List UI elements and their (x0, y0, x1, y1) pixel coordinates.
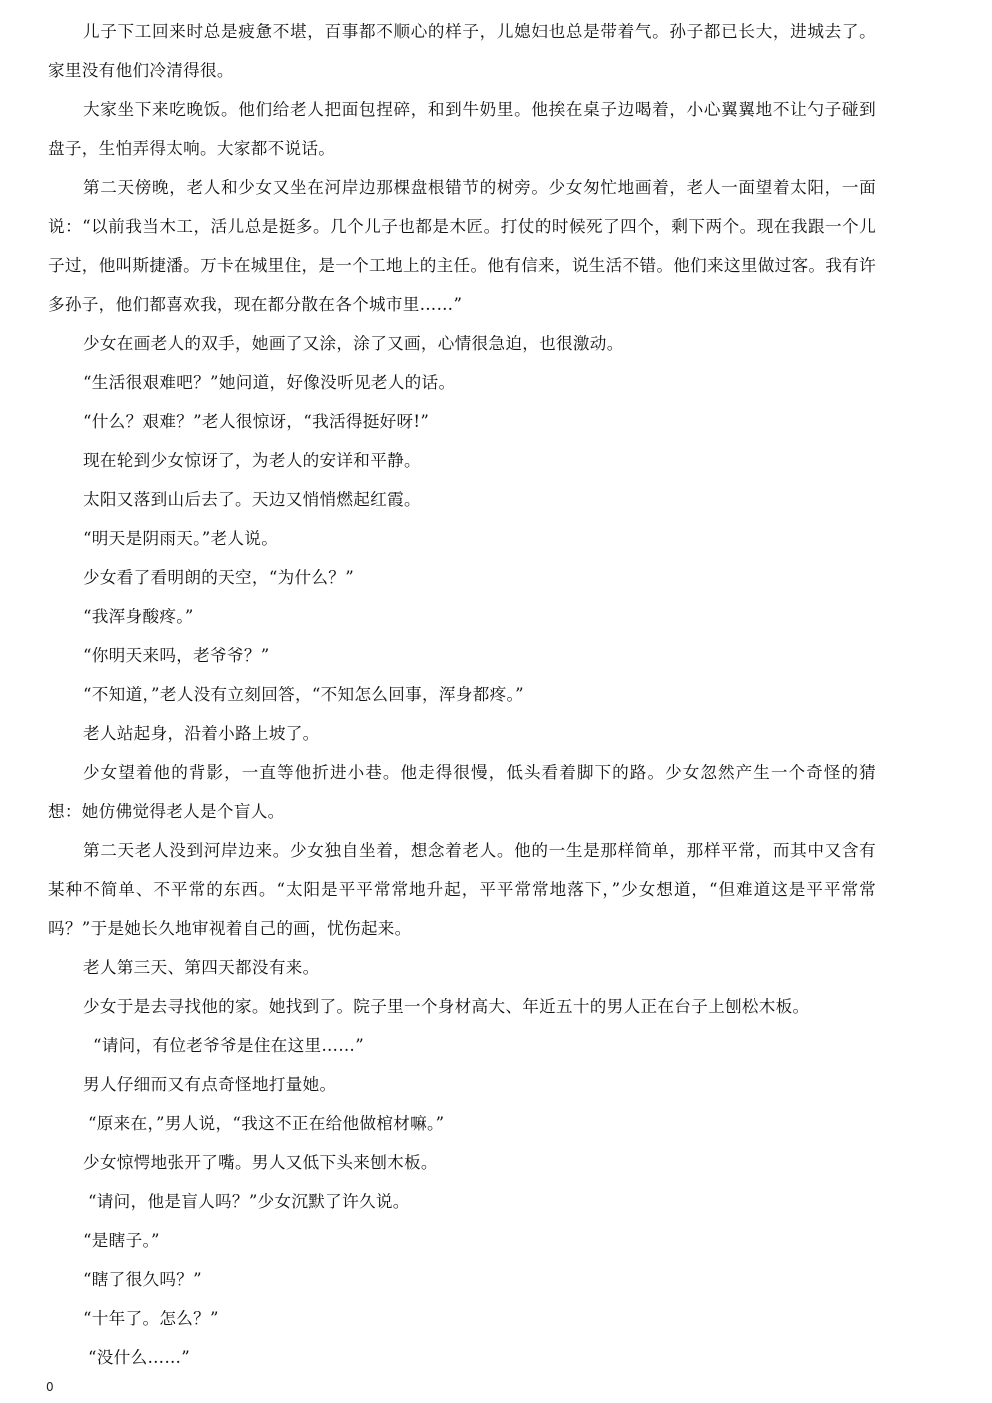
paragraph: 老人站起身，沿着小路上坡了。 (83, 724, 320, 743)
paragraph: “我浑身酸疼。” (83, 607, 194, 626)
paragraph: 少女望着他的背影，一直等他折进小巷。他走得很慢，低头看着脚下的路。少女忽然产生一个奇怪的猜想：她仿佛觉得老人是个盲人。 (48, 763, 876, 821)
paragraph: “生活很艰难吧？”她问道，好像没听见老人的话。 (83, 373, 456, 392)
paragraph: “你明天来吗，老爷爷？” (83, 646, 270, 665)
paragraph: “什么？艰难？”老人很惊讶，“我活得挺好呀!” (83, 412, 430, 431)
paragraph: 大家坐下来吃晚饭。他们给老人把面包捏碎，和到牛奶里。他挨在桌子边喝着，小心翼翼地不让勺子碰到盘子，生怕弄得太响。大家都不说话。 (48, 100, 876, 158)
paragraph: “不知道，”老人没有立刻回答，“不知怎么回事，浑身都疼。” (83, 685, 524, 704)
paragraph: “原来在，”男人说，“我这不正在给他做棺材嘛。” (88, 1114, 445, 1133)
paragraph: 老人第三天、第四天都没有来。 (83, 958, 320, 977)
paragraph: 儿子下工回来时总是疲惫不堪，百事都不顺心的样子，儿媳妇也总是带着气。孙子都已长大，进城去了。家里没有他们冷清得很。 (48, 22, 876, 80)
paragraph: “没什么……” (88, 1348, 191, 1367)
story-text (48, 12, 876, 1377)
paragraph: 现在轮到少女惊讶了，为老人的安详和平静。 (83, 451, 421, 470)
paragraph: “明天是阴雨天。”老人说。 (83, 529, 279, 548)
page-number: 0 (46, 1380, 54, 1394)
paragraph: 太阳又落到山后去了。天边又悄悄燃起红霞。 (83, 490, 421, 509)
paragraph: “请问，有位老爷爷是住在这里……” (93, 1036, 364, 1055)
paragraph: “瞎了很久吗？” (83, 1270, 202, 1289)
paragraph: 少女在画老人的双手，她画了又涂，涂了又画，心情很急迫，也很激动。 (83, 334, 624, 353)
paragraph: 第二天傍晚，老人和少女又坐在河岸边那棵盘根错节的树旁。少女匆忙地画着，老人一面望着太阳，一面说：“以前我当木工，活儿总是挺多。几个儿子也都是木匠。打仗的时候死了四个，剩下两个。现在我跟一个儿子过，他叫斯捷潘。万卡在城里住，是一个工地上的主任。他有信来，说生活不错。他们来这里做过客。我有许多孙子，他们都喜欢我，现在都分散在各个城市里……” (48, 178, 876, 314)
paragraph: 少女惊愕地张开了嘴。男人又低下头来刨木板。 (83, 1153, 438, 1172)
paragraph: “十年了。怎么？” (83, 1309, 219, 1328)
paragraph: 少女看了看明朗的天空，“为什么？” (83, 568, 354, 587)
paragraph: 少女于是去寻找他的家。她找到了。院子里一个身材高大、年近五十的男人正在台子上刨松木板。 (83, 997, 810, 1016)
paragraph: “请问，他是盲人吗？”少女沉默了许久说。 (88, 1192, 410, 1211)
paragraph: “是瞎子。” (83, 1231, 160, 1250)
paragraph: 第二天老人没到河岸边来。少女独自坐着，想念着老人。他的一生是那样简单，那样平常，而其中又含有某种不简单、不平常的东西。“太阳是平平常常地升起，平平常常地落下，”少女想道，“但难道这是平平常常吗？”于是她长久地审视着自己的画，忧伤起来。 (48, 841, 876, 938)
paragraph: 男人仔细而又有点奇怪地打量她。 (83, 1075, 337, 1094)
